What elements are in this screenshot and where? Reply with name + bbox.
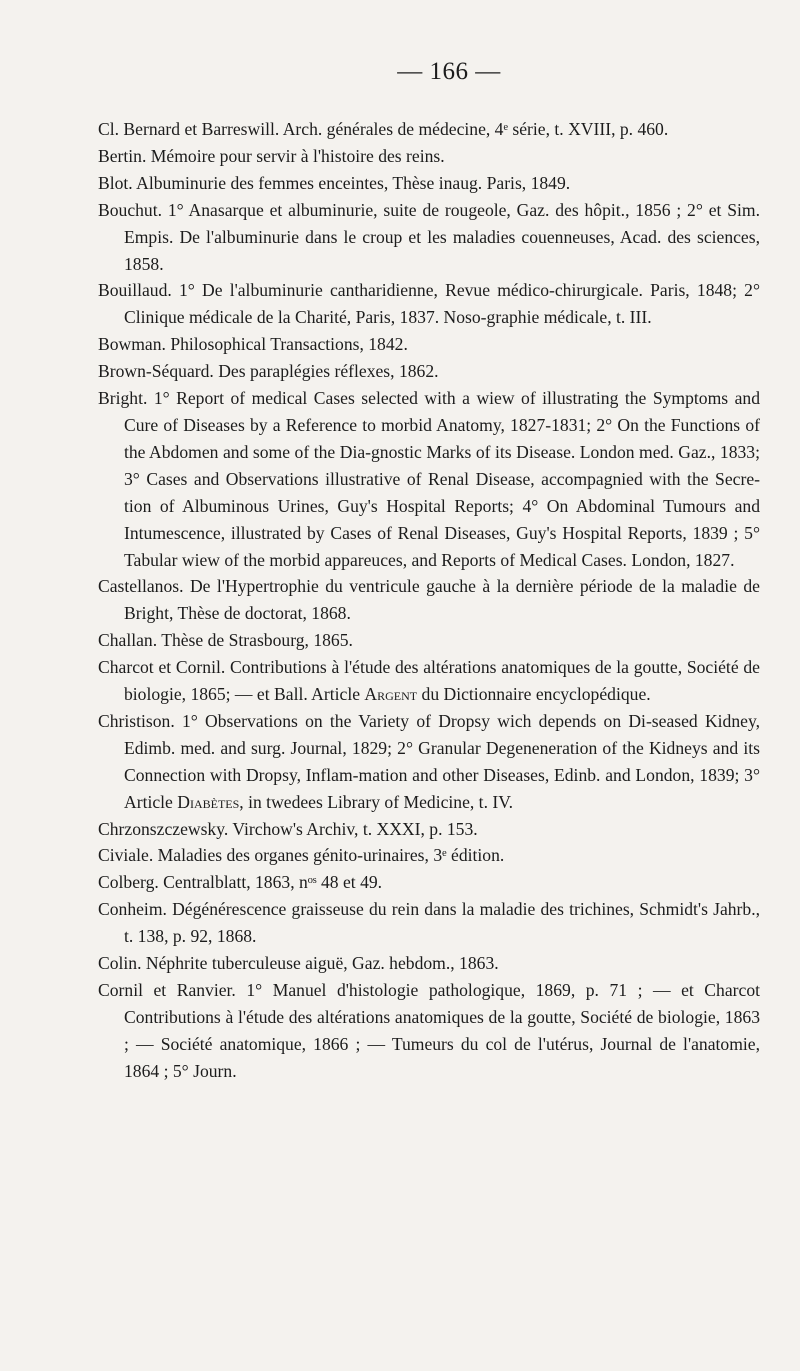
bibliography-entry	[98, 143, 760, 170]
entry-text: Christison. 1° Observations on the Variety of Dropsy wich depends on Di-seased Kidney, Edimb. med. and surg. Journal, 1829; 2° Granular Degeneneration of the Kidneys and its Connection with Dropsy, Inflam-mation and other Diseases, Edinb. and London, 1839; 3° Article	[98, 710, 760, 812]
bibliography-entry	[98, 708, 760, 816]
bibliography-entry	[98, 277, 760, 331]
bibliography-entry	[98, 358, 760, 385]
bibliography-entry	[98, 977, 760, 1085]
bibliography-entry	[98, 816, 760, 843]
bibliography-entry	[98, 170, 760, 197]
entry-text: Castellanos. De l'Hypertrophie du ventricule gauche à la dernière période de la maladie de Bright, Thèse de doctorat, 1868.	[98, 576, 760, 624]
entry-text-tail: , in twedees Library of Medicine, t. IV.	[239, 791, 514, 812]
entry-text: Cl. Bernard et Barreswill. Arch. générales de médecine, 4ᵉ série, t. XVIII, p. 460.	[98, 119, 669, 139]
entry-text: Chrzonszczewsky. Virchow's Archiv, t. XXXI, p. 153.	[98, 818, 478, 839]
entry-text: Charcot et Cornil. Contributions à l'étude des altérations anatomiques de la goutte, Société de biologie, 1865; — et Ball. Article	[98, 657, 760, 705]
entry-text: Bright. 1° Report of medical Cases selected with a wiew of illustrating the Symptoms and Cure of Diseases by a Reference to morbid Anatomy, 1827-1831; 2° On the Functions of the Abdomen and some of the Dia-gnostic Marks of its Disease. London med. Gaz., 1833; 3° Cases and Observations illustrative of Renal Disease, accompagnied with the Secre-tion of Albuminous Urines, Guy's Hospital Reports; 4° On Abdominal Tumours and Intumescence, illustrated by Cases of Renal Diseases, Guy's Hospital Reports, 1839 ; 5° Tabular wiew of the morbid appareuces, and Reports of Medical Cases. London, 1827.	[98, 388, 760, 570]
bibliography-entry	[98, 627, 760, 654]
page-number: — 166 —	[397, 58, 501, 85]
bibliography-entry	[98, 331, 760, 358]
entry-text: Civiale. Maladies des organes génito-urinaires, 3ᵉ édition.	[98, 845, 505, 866]
entry-text: Cornil et Ranvier. 1° Manuel d'histologie pathologique, 1869, p. 71 ; — et Charcot Contributions à l'étude des altérations anatomiques de la goutte, Société de biologie, 1863 ; — Société anatomique, 1866 ; — Tumeurs du col de l'utérus, Journal de l'anatomie, 1864 ; 5° Journ.	[98, 980, 760, 1081]
entry-text: Brown-Séquard. Des paraplégies réflexes, 1862.	[98, 361, 439, 382]
bibliography-entry	[98, 116, 760, 143]
bibliography-entry	[98, 573, 760, 627]
entry-text: Bouchut. 1° Anasarque et albuminurie, suite de rougeole, Gaz. des hôpit., 1856 ; 2° et Sim. Empis. De l'albuminurie dans le croup et les maladies couenneuses, Acad. des sciences, 1858.	[98, 199, 760, 274]
entry-text: Bowman. Philosophical Transactions, 1842.	[98, 334, 408, 355]
entry-text: Challan. Thèse de Strasbourg, 1865.	[98, 630, 353, 651]
entry-text: Colberg. Centralblatt, 1863, nᵒˢ 48 et 49.	[98, 872, 383, 893]
bibliography-entry	[98, 842, 760, 869]
entry-text: Colin. Néphrite tuberculeuse aiguë, Gaz. hebdom., 1863.	[98, 953, 499, 974]
entry-text: Bouillaud. 1° De l'albuminurie cantharidienne, Revue médico-chirurgicale. Paris, 1848; 2° Clinique médicale de la Charité, Paris, 1837. Noso-graphie médicale, t. III.	[98, 280, 760, 328]
entry-text-tail: du Dictionnaire encyclopédique.	[417, 684, 651, 705]
bibliography-entry	[98, 654, 760, 708]
entry-text: Bertin. Mémoire pour servir à l'histoire des reins.	[98, 145, 445, 166]
bibliography-list	[98, 116, 760, 1085]
entry-text: Blot. Albuminurie des femmes enceintes, Thèse inaug. Paris, 1849.	[98, 172, 571, 193]
entry-smallcaps: Diabètes	[177, 791, 240, 812]
bibliography-entry	[98, 197, 760, 278]
bibliography-entry	[98, 869, 760, 896]
entry-smallcaps: Argent	[364, 684, 418, 705]
bibliography-entry	[98, 950, 760, 977]
bibliography-entry	[98, 896, 760, 950]
entry-text: Conheim. Dégénérescence graisseuse du rein dans la maladie des trichines, Schmidt's Jahrb., t. 138, p. 92, 1868.	[98, 899, 760, 947]
bibliography-entry	[98, 385, 760, 573]
